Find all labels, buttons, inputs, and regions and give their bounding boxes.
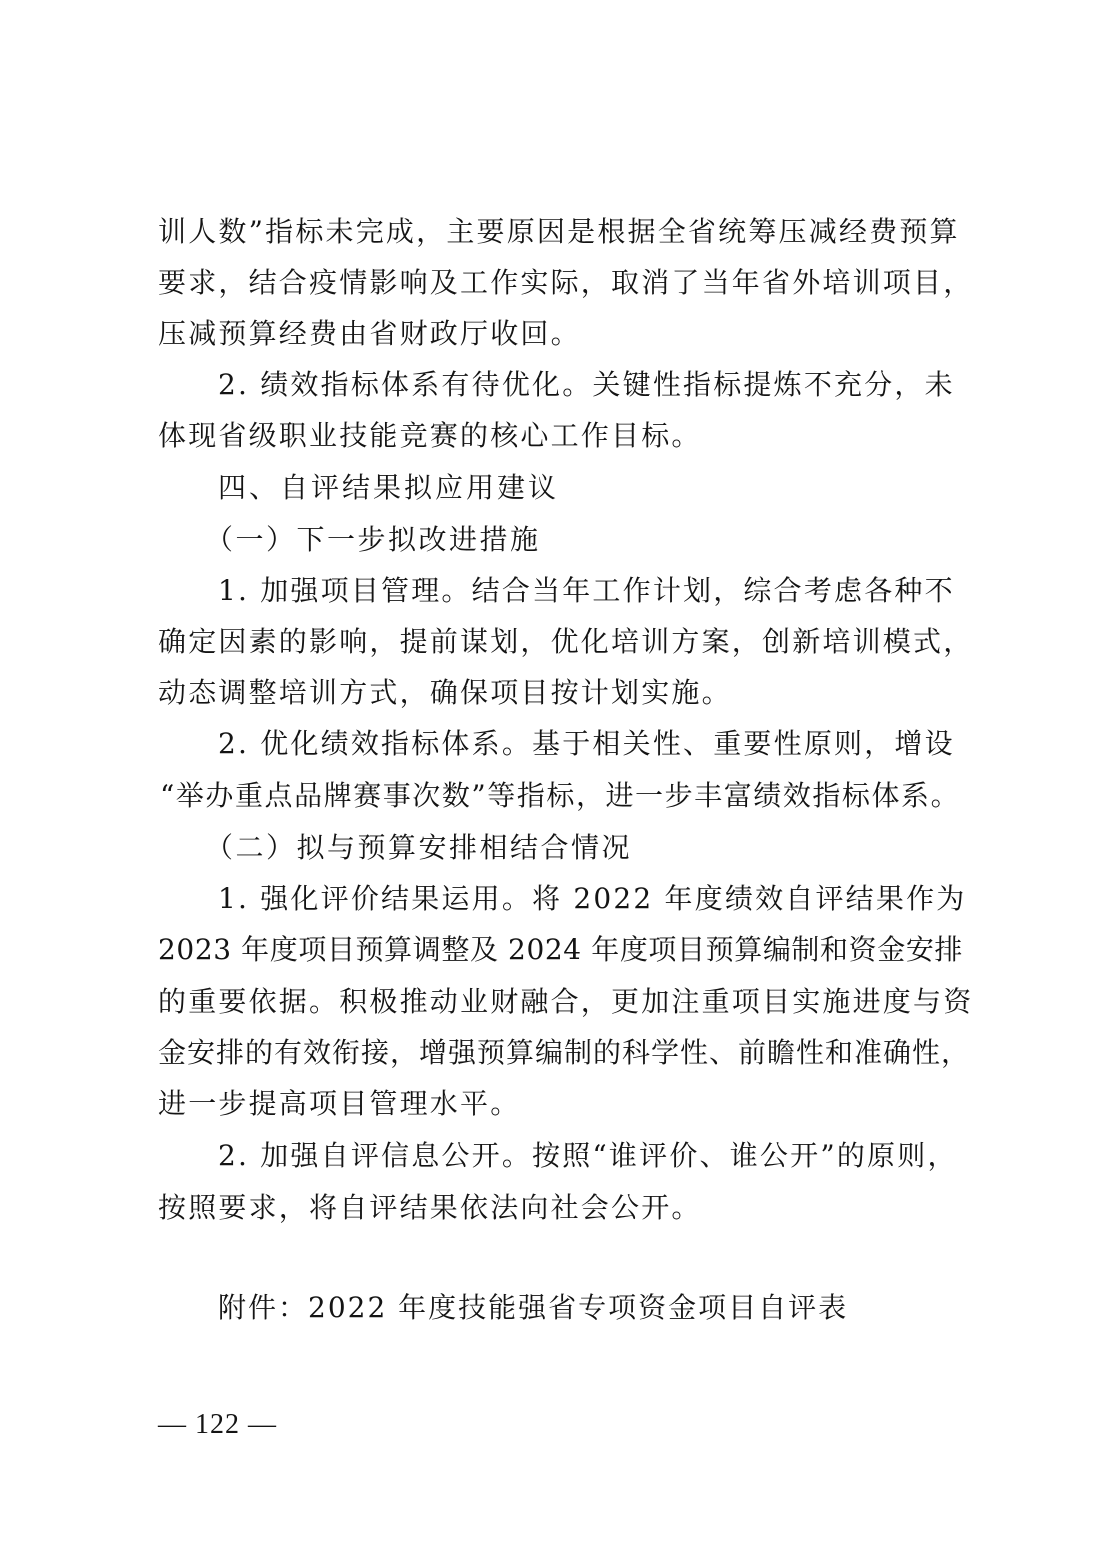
paragraph-line: 金安排的有效衔接，增强预算编制的科学性、前瞻性和准确性， bbox=[158, 1036, 971, 1069]
paragraph-line: 体现省级职业技能竞赛的核心工作目标。 bbox=[158, 419, 702, 452]
subsection-heading: （一）下一步拟改进措施 bbox=[205, 523, 541, 556]
paragraph-line: 2. 加强自评信息公开。按照“谁评价、谁公开”的原则， bbox=[218, 1139, 958, 1172]
page-number: — 122 — bbox=[158, 1409, 277, 1440]
paragraph-line: 要求，结合疫情影响及工作实际，取消了当年省外培训项目， bbox=[158, 266, 974, 299]
paragraph-line: 2. 优化绩效指标体系。基于相关性、重要性原则，增设 bbox=[218, 727, 955, 760]
paragraph-line: 1. 加强项目管理。结合当年工作计划，综合考虑各种不 bbox=[218, 574, 955, 607]
paragraph-line: 压减预算经费由省财政厅收回。 bbox=[158, 317, 581, 350]
paragraph-line: 的重要依据。积极推动业财融合，更加注重项目实施进度与资 bbox=[158, 985, 974, 1018]
attachment-note: 附件：2022 年度技能强省专项资金项目自评表 bbox=[218, 1291, 849, 1324]
paragraph-line: “举办重点品牌赛事次数”等指标，进一步丰富绩效指标体系。 bbox=[160, 779, 960, 812]
paragraph-line: 确定因素的影响，提前谋划，优化培训方案，创新培训模式， bbox=[158, 625, 974, 658]
paragraph-line: 1. 强化评价结果运用。将 2022 年度绩效自评结果作为 bbox=[218, 882, 967, 915]
paragraph-line: 动态调整培训方式，确保项目按计划实施。 bbox=[158, 676, 732, 709]
subsection-heading: （二）拟与预算安排相结合情况 bbox=[205, 831, 633, 864]
paragraph-line: 按照要求，将自评结果依法向社会公开。 bbox=[158, 1191, 702, 1224]
paragraph-line: 2. 绩效指标体系有待优化。关键性指标提炼不充分，未 bbox=[218, 368, 955, 401]
paragraph-line: 训人数”指标未完成，主要原因是根据全省统筹压减经费预算 bbox=[158, 215, 960, 248]
section-heading: 四、自评结果拟应用建议 bbox=[218, 471, 560, 504]
paragraph-line: 2023 年度项目预算调整及 2024 年度项目预算编制和资金安排 bbox=[158, 933, 964, 966]
paragraph-line: 进一步提高项目管理水平。 bbox=[158, 1087, 521, 1120]
